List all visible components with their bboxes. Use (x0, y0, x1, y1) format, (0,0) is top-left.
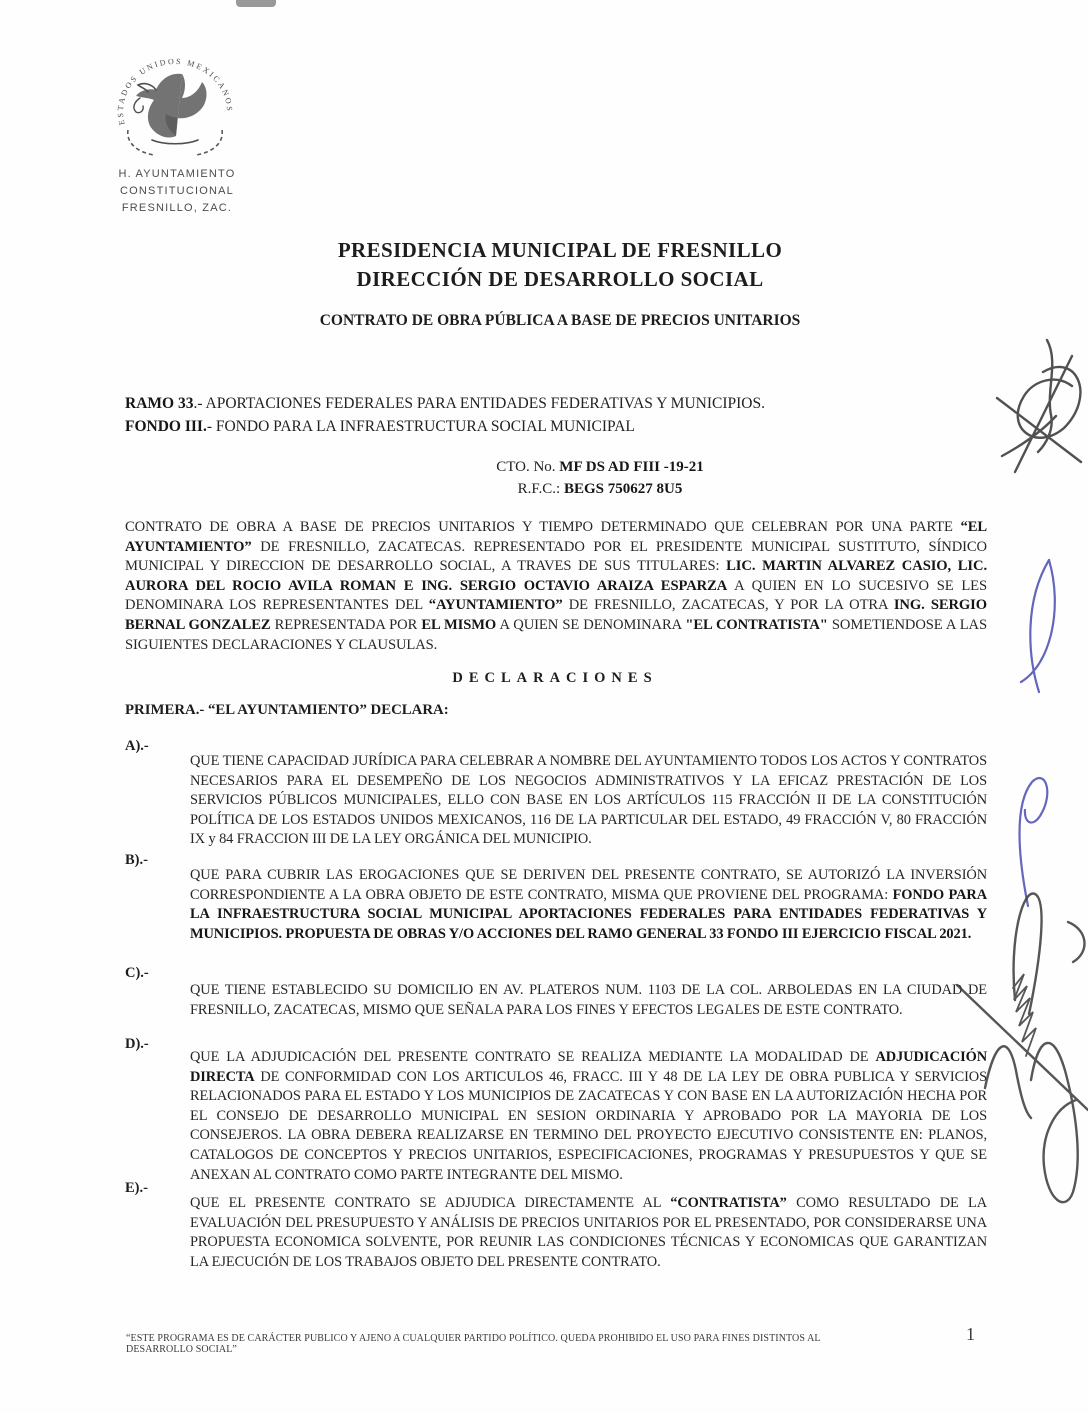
item-label-b: B).- (125, 852, 148, 868)
footer-disclaimer: “ESTE PROGRAMA ES DE CARÁCTER PUBLICO Y AJENO A CUALQUIER PARTIDO POLÍTICO. QUEDA PROHIBIDO EL USO PARA FINES DISTINTOS AL DESARROLLO SOCIAL” (126, 1333, 821, 1355)
item-label-c: C).- (125, 965, 149, 981)
cto-label: CTO. No. (496, 459, 560, 475)
item-text-c: QUE TIENE ESTABLECIDO SU DOMICILIO EN AV. PLATEROS NUM. 1103 DE LA COL. ARBOLEDAS EN LA CIUDAD DE FRESNILLO, ZACATECAS, MISMO QUE SEÑALA PARA LOS FINES Y EFECTOS LEGALES DE ESTE CONTRATO. (190, 982, 987, 1018)
fondo-line (125, 415, 1005, 438)
caption-line: CONSTITUCIONAL (120, 185, 234, 197)
cto-number: MF DS AD FIII -19-21 (559, 459, 704, 475)
signature-mark-blue-2 (1020, 778, 1048, 906)
item-text-d: QUE LA ADJUDICACIÓN DEL PRESENTE CONTRATO SE REALIZA MEDIANTE LA MODALIDAD DE ADJUDICACIÓN DIRECTA DE CONFORMIDAD CON LOS ARTICULOS 46, FRACC. III Y 48 DE LA LEY DE OBRA PUBLICA Y SERVICIOS RELACIONADOS PARA EL ESTADO Y LOS MUNICIPIOS DE ZACATECAS Y CON BASE EN LA AUTORIZACIÓN HECHA POR EL CONSEJO DE DESARROLLO MUNICIPAL EN SESION ORDINARIA Y APROBADO POR LA MAYORIA DE LOS CONSEJEROS. LA OBRA DEBERA REALIZARSE EN TERMINO DEL PROYECTO EJECUTIVO CONSISTENTE EN: PLANOS, CATALOGOS DE CONCEPTOS Y PRECIOS UNITARIOS, ESPECIFICACIONES, PROGRAMAS Y PRESUPUESTOS Y QUE SE ANEXAN AL CONTRATO COMO PARTE INTEGRANTE DEL MISMO. (190, 1049, 987, 1183)
caption-line: H. AYUNTAMIENTO (118, 168, 236, 180)
primera-declaration-heading: PRIMERA.- “EL AYUNTAMIENTO” DECLARA: (125, 702, 449, 718)
ramo-line (125, 392, 1005, 415)
fondo-text: - FONDO PARA LA INFRAESTRUCTURA SOCIAL MUNICIPAL (206, 418, 635, 435)
item-label-a: A).- (125, 738, 149, 754)
signature-mark-blue-1 (1021, 560, 1055, 692)
item-text-b: QUE PARA CUBRIR LAS EROGACIONES QUE SE DERIVEN DEL PRESENTE CONTRATO, SE AUTORIZÓ LA INVERSIÓN CORRESPONDIENTE A LA OBRA OBJETO DE ESTE CONTRATO, MISMA QUE PROVIENE DEL PROGRAMA: FONDO PARA LA INFRAESTRUCTURA SOCIAL MUNICIPAL APORTACIONES FEDERALES PARA ENTIDADES FEDERATIVAS Y MUNICIPIOS. PROPUESTA DE OBRAS Y/O ACCIONES DEL RAMO GENERAL 33 FONDO III EJERCICIO FISCAL 2021. (190, 867, 987, 942)
rfc-number: BEGS 750627 8U5 (563, 481, 683, 497)
program-block (125, 392, 1005, 438)
emblem-motto: ESTADOS UNIDOS MEXICANOS (115, 56, 235, 126)
title-line-1: PRESIDENCIA MUNICIPAL DE FRESNILLO (337, 238, 783, 262)
scan-artifact (236, 0, 276, 7)
item-text-e: QUE EL PRESENTE CONTRATO SE ADJUDICA DIRECTAMENTE AL “CONTRATISTA” COMO RESULTADO DE LA EVALUACIÓN DEL PRESUPUESTO Y ANÁLISIS DE PRECIOS UNITARIOS POR EL PRESENTADO, POR CONSIDERARSE UNA PROPUESTA ECONOMICA SOLVENTE, POR REUNIR LAS CONDICIONES TÉCNICAS Y ECONOMICAS QUE GARANTIZAN LA EJECUCIÓN DE LOS TRABAJOS OBJETO DEL PRESENTE CONTRATO. (190, 1195, 988, 1270)
intro-paragraph: CONTRATO DE OBRA A BASE DE PRECIOS UNITARIOS Y TIEMPO DETERMINADO QUE CELEBRAN POR UNA PARTE “EL AYUNTAMIENTO” DE FRESNILLO, ZACATECAS. REPRESENTADO POR EL PRESIDENTE MUNICIPAL SUSTITUTO, SÍNDICO MUNICIPAL Y DIRECCION DE DESARROLLO SOCIAL, A TRAVES DE SUS TITULARES: LIC. MARTIN ALVAREZ CASIO, LIC. AURORA DEL ROCIO AVILA ROMAN E ING. SERGIO OCTAVIO ARAIZA ESPARZA A QUIEN EN LO SUCESIVO SE LES DENOMINARA LOS REPRESENTANTES DEL “AYUNTAMIENTO” DE FRESNILLO, ZACATECAS, Y POR LA OTRA ING. SERGIO BERNAL GONZALEZ REPRESENTADA POR EL MISMO A QUIEN SE DENOMINARA "EL CONTRATISTA" SOMETIENDOSE A LAS SIGUIENTES DECLARACIONES Y CLAUSULAS. (125, 519, 988, 653)
emblem-caption (92, 166, 262, 217)
item-label-d: D).- (125, 1036, 149, 1052)
document-title (120, 236, 1000, 294)
fondo-label: FONDO III. (125, 418, 207, 435)
rfc-line (200, 478, 1000, 500)
title-line-2: DIRECCIÓN DE DESARROLLO SOCIAL (356, 267, 764, 291)
caption-line: FRESNILLO, ZAC. (121, 202, 233, 214)
cto-line (200, 456, 1000, 478)
document-subtitle: CONTRATO DE OBRA PÚBLICA A BASE DE PRECIOS UNITARIOS (319, 312, 801, 329)
declaraciones-heading: DECLARACIONES (452, 670, 658, 686)
rfc-label: R.F.C.: (517, 481, 564, 497)
ramo-label: RAMO 33 (125, 395, 194, 412)
eagle-figure (134, 74, 207, 144)
contract-ids (200, 456, 1000, 500)
page-number: 1 (966, 1324, 975, 1344)
coat-of-arms-icon (104, 48, 246, 168)
ramo-text: .- APORTACIONES FEDERALES PARA ENTIDADES FEDERATIVAS Y MUNICIPIOS. (193, 395, 765, 412)
item-text-a: QUE TIENE CAPACIDAD JURÍDICA PARA CELEBRAR A NOMBRE DEL AYUNTAMIENTO TODOS LOS ACTOS Y CONTRATOS NECESARIOS PARA EL DESEMPEÑO DE LOS NEGOCIOS ADMINISTRATIVOS Y LA EFICAZ PRESTACIÓN DE LOS SERVICIOS PÚBLICOS MUNICIPALES, ELLO CON BASE EN LOS ARTÍCULOS 115 FRACCIÓN II DE LA CONSTITUCIÓN POLÍTICA DE LOS ESTADOS UNIDOS MEXICANOS, 116 DE LA PARTICULAR DEL ESTADO, 49 FRACCIÓN V, 80 FRACCIÓN IX y 84 FRACCION III DE LA LEY ORGÁNICA DEL MUNICIPIO. (190, 753, 987, 848)
signature-mark-top (997, 340, 1081, 472)
item-label-e: E).- (125, 1180, 148, 1196)
